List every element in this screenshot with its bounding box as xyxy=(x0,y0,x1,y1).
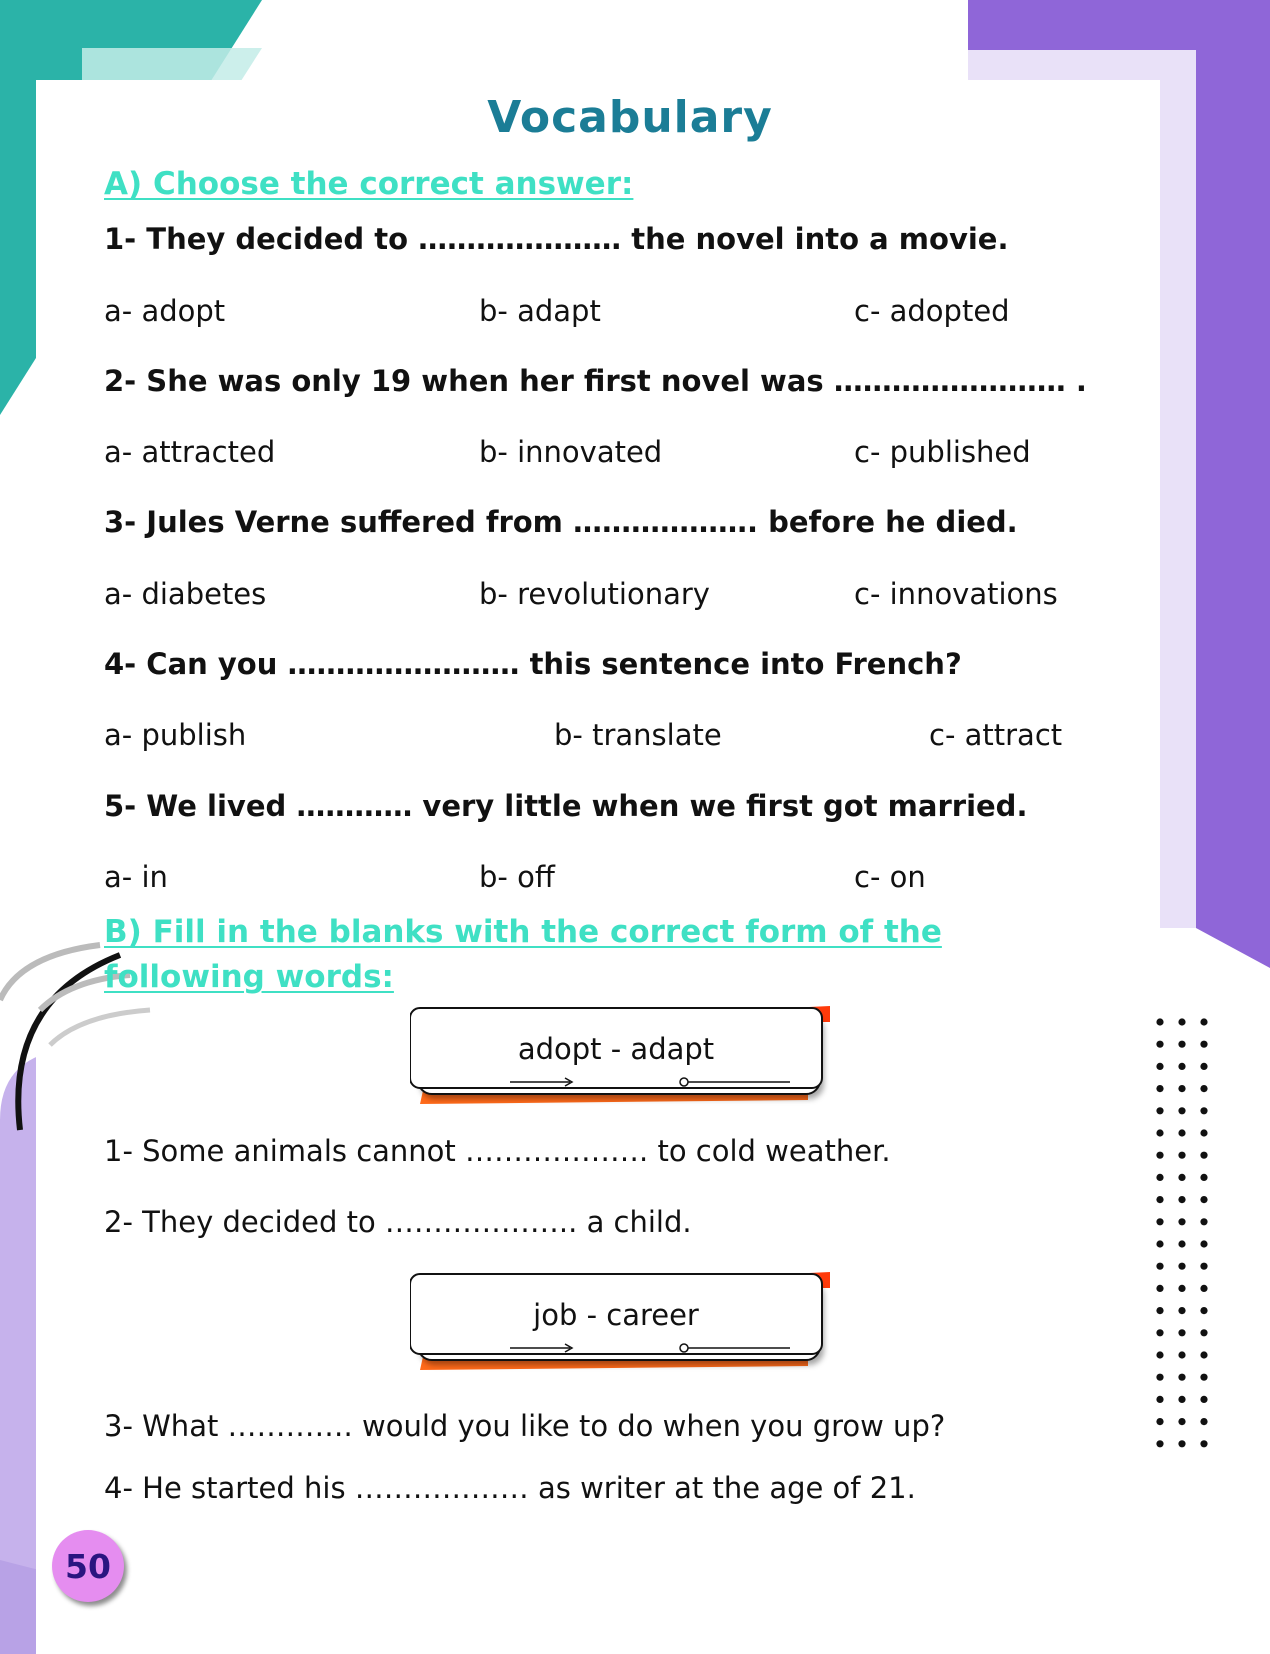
decorative-dot xyxy=(1178,1063,1185,1070)
fill-sentence-4: 4- He started his ……………… as writer at the age of 21. xyxy=(104,1471,916,1505)
page-number-badge xyxy=(52,1530,124,1602)
decorative-dot xyxy=(1178,1329,1185,1336)
decorative-dot xyxy=(1156,1041,1163,1048)
decorative-dot xyxy=(1156,1374,1163,1381)
fill-sentence-2: 2- They decided to ……………….. a child. xyxy=(104,1205,692,1239)
section-a-heading: A) Choose the correct answer: xyxy=(104,166,634,202)
decorative-dot xyxy=(1200,1041,1207,1048)
q3-option-b: b- revolutionary xyxy=(479,577,710,611)
decorative-dot xyxy=(1178,1107,1185,1114)
decorative-dot xyxy=(1156,1107,1163,1114)
decorative-dot xyxy=(1178,1129,1185,1136)
decorative-dot xyxy=(1200,1440,1207,1447)
decorative-dot xyxy=(1178,1440,1185,1447)
decorative-dot xyxy=(1200,1374,1207,1381)
question-4: 4- Can you …………………… this sentence into French? xyxy=(104,647,962,681)
q2-option-c: c- published xyxy=(854,435,1031,469)
decorative-dot xyxy=(1178,1018,1185,1025)
decorative-dot xyxy=(1200,1418,1207,1425)
q5-option-b: b- off xyxy=(479,860,555,894)
decorative-dot xyxy=(1178,1240,1185,1247)
decorative-dot xyxy=(1156,1196,1163,1203)
q2-option-b: b- innovated xyxy=(479,435,663,469)
decorative-dot xyxy=(1200,1152,1207,1159)
decorative-dot xyxy=(1156,1129,1163,1136)
q4-option-c: c- attract xyxy=(929,718,1063,752)
decorative-dot xyxy=(1178,1174,1185,1181)
decorative-dot xyxy=(1200,1129,1207,1136)
word-box-1 xyxy=(410,1004,830,1108)
question-5: 5- We lived ………… very little when we first got married. xyxy=(104,789,1028,823)
q4-option-a: a- publish xyxy=(104,718,247,752)
word-box-2-text: job - career xyxy=(533,1298,699,1332)
decorative-dot xyxy=(1200,1307,1207,1314)
decorative-dot xyxy=(1156,1440,1163,1447)
decorative-dot xyxy=(1156,1174,1163,1181)
decorative-dot xyxy=(1200,1263,1207,1270)
decorative-dot xyxy=(1200,1285,1207,1292)
decorative-dot xyxy=(1156,1307,1163,1314)
q4-option-b: b- translate xyxy=(554,718,722,752)
decorative-dot xyxy=(1178,1085,1185,1092)
decorative-dot xyxy=(1156,1152,1163,1159)
q2-option-a: a- attracted xyxy=(104,435,276,469)
decorative-dot xyxy=(1178,1285,1185,1292)
decorative-dot xyxy=(1156,1285,1163,1292)
decorative-dot xyxy=(1178,1374,1185,1381)
question-1: 1- They decided to ………………… the novel into a movie. xyxy=(104,222,1009,256)
decorative-dot xyxy=(1178,1263,1185,1270)
decorative-dot xyxy=(1178,1418,1185,1425)
decorative-dot xyxy=(1200,1107,1207,1114)
decorative-dot xyxy=(1156,1240,1163,1247)
decorative-dot xyxy=(1200,1196,1207,1203)
decorative-dot xyxy=(1178,1218,1185,1225)
q1-option-b: b- adapt xyxy=(479,294,601,328)
decorative-dot xyxy=(1178,1396,1185,1403)
decorative-dot xyxy=(1156,1396,1163,1403)
page-title: Vocabulary xyxy=(487,92,773,143)
decorative-dot xyxy=(1200,1063,1207,1070)
decorative-dot xyxy=(1200,1218,1207,1225)
decorative-dot xyxy=(1178,1307,1185,1314)
decorative-dot xyxy=(1156,1063,1163,1070)
decorative-dot xyxy=(1178,1351,1185,1358)
question-3: 3- Jules Verne suffered from ………………. before he died. xyxy=(104,505,1018,539)
word-box-1-text: adopt - adapt xyxy=(517,1032,715,1066)
q3-option-a: a- diabetes xyxy=(104,577,267,611)
q1-option-c: c- adopted xyxy=(854,294,1010,328)
decorative-dot xyxy=(1156,1085,1163,1092)
decorative-dot xyxy=(1156,1351,1163,1358)
decorative-dot xyxy=(1156,1263,1163,1270)
question-2: 2- She was only 19 when her first novel was …………………… . xyxy=(104,364,1087,398)
decorative-dot xyxy=(1200,1329,1207,1336)
word-box-2 xyxy=(410,1270,830,1374)
decorative-dot xyxy=(1178,1196,1185,1203)
q3-option-c: c- innovations xyxy=(854,577,1058,611)
decorative-dot xyxy=(1156,1329,1163,1336)
q1-option-a: a- adopt xyxy=(104,294,226,328)
decorative-dot xyxy=(1200,1396,1207,1403)
decorative-dot xyxy=(1156,1218,1163,1225)
section-b-heading-line-2: following words: xyxy=(104,959,394,995)
decorative-dot xyxy=(1156,1418,1163,1425)
decorative-dot xyxy=(1200,1018,1207,1025)
fill-sentence-1: 1- Some animals cannot ………………. to cold weather. xyxy=(104,1134,891,1168)
q5-option-a: a- in xyxy=(104,860,168,894)
decorative-dot xyxy=(1200,1085,1207,1092)
decorative-dot xyxy=(1200,1174,1207,1181)
decorative-dot xyxy=(1200,1240,1207,1247)
decorative-dot xyxy=(1178,1041,1185,1048)
decorative-dot xyxy=(1178,1152,1185,1159)
section-b-heading-line-1: B) Fill in the blanks with the correct form of the xyxy=(104,914,942,950)
fill-sentence-3: 3- What …………. would you like to do when you grow up? xyxy=(104,1409,946,1443)
decorative-dot xyxy=(1156,1018,1163,1025)
q5-option-c: c- on xyxy=(854,860,926,894)
page-number: 50 xyxy=(65,1546,111,1586)
decorative-dot xyxy=(1200,1351,1207,1358)
